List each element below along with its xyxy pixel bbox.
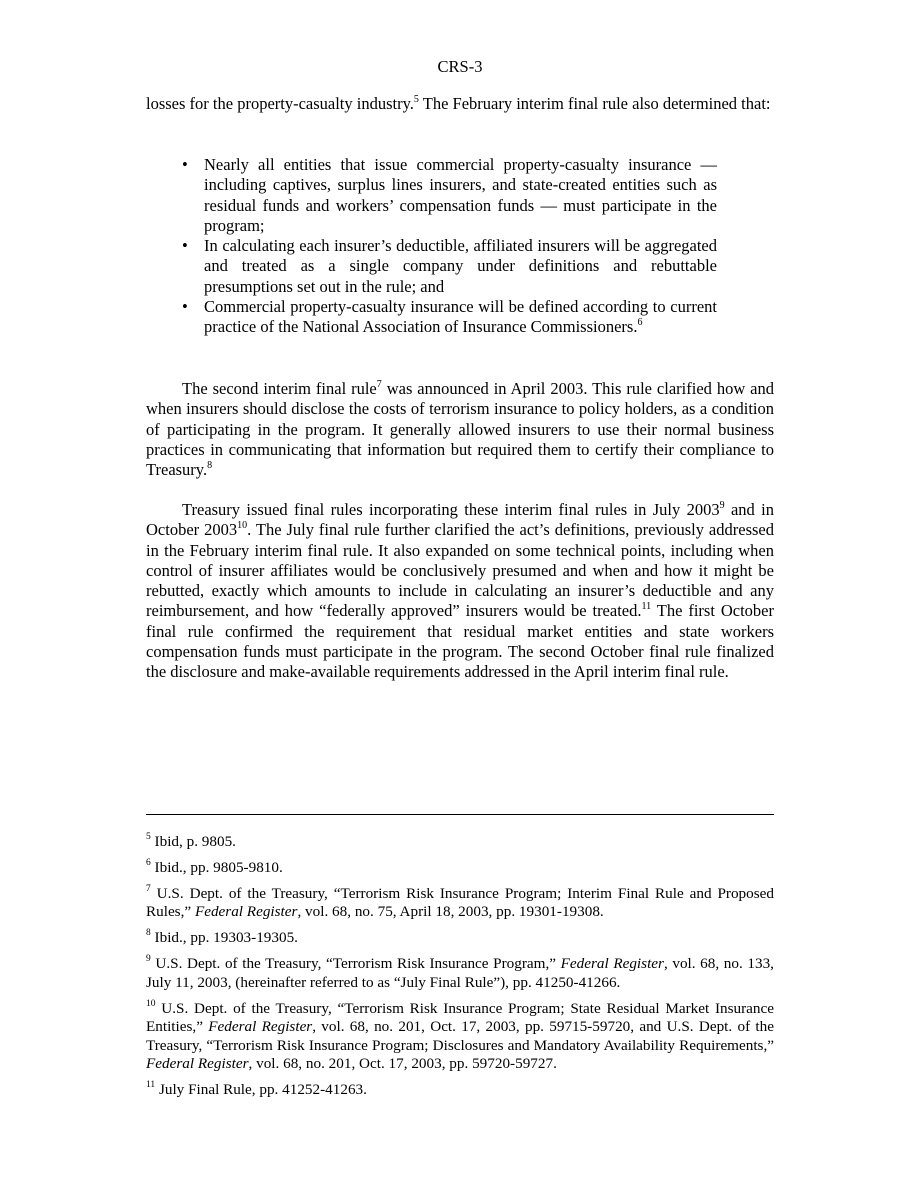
footnote-ref-9[interactable]: 9 [719, 499, 725, 511]
footnote-text: , vol. 68, no. 201, Oct. 17, 2003, pp. 59720-59727. [248, 1055, 557, 1073]
footnote-ref-10[interactable]: 10 [237, 519, 248, 531]
bullet-list [182, 155, 717, 338]
bullet-text: In calculating each insurer’s deductible, affiliated insurers will be aggregated and treated as a single company under definitions and rebuttable presumptions set out in the rule; and [204, 236, 717, 296]
list-item [182, 236, 717, 297]
footnote-ref-5[interactable]: 5 [413, 93, 419, 105]
bullet-icon: • [182, 297, 188, 317]
footnote-text: U.S. Dept. of the Treasury, “Terrorism Risk Insurance Program; Interim Final Rule and Proposed Rules,” [146, 885, 774, 921]
footnote-text: July Final Rule, pp. 41252-41263. [155, 1081, 367, 1099]
footnote-number: 5 [146, 831, 151, 842]
footnote-9 [146, 955, 774, 992]
footnote-text: Ibid., pp. 19303-19305. [150, 929, 298, 947]
footnote-journal: Federal Register [194, 903, 298, 921]
footnote-text: , vol. 68, no. 75, April 18, 2003, pp. 19301-19308. [297, 903, 604, 921]
footnote-text: U.S. Dept. of the Treasury, “Terrorism Risk Insurance Program,” [150, 955, 561, 973]
footnote-number: 6 [146, 857, 151, 868]
footnote-ref-8[interactable]: 8 [207, 459, 213, 471]
footnote-journal: Federal Register [208, 1018, 313, 1036]
paragraph-text: Treasury issued final rules incorporating these interim final rules in July 2003 [182, 500, 720, 519]
list-item [182, 155, 717, 236]
footnote-10 [146, 1000, 774, 1074]
footnote-11 [146, 1081, 774, 1099]
footnote-journal: Federal Register [146, 1055, 249, 1073]
footnote-7 [146, 885, 774, 922]
intro-text-cont: The February interim final rule also determined that: [418, 94, 771, 113]
footnote-6 [146, 859, 774, 877]
paragraph-text: The first October final rule confirmed the requirement that residual market entities and state workers compensation funds must participate in the program. The second October final rule finalized the disclosure and make-available requirements addressed in the April interim final rule. [146, 601, 774, 682]
footnote-text: , vol. 68, no. 201, Oct. 17, 2003, pp. 59715-59720, and U.S. Dept. of the Treasury, “Terrorism Risk Insurance Program; Disclosures and Mandatory Availability Requirements,” [146, 1018, 774, 1054]
footnote-number: 11 [146, 1079, 156, 1090]
paragraph-final-rules [146, 500, 774, 683]
footnote-ref-7[interactable]: 7 [376, 378, 382, 390]
bullet-text: Commercial property-casualty insurance will be defined according to current practice of the National Association of Insurance Commissioners. [204, 297, 717, 337]
footnote-number: 10 [146, 998, 156, 1009]
bullet-icon: • [182, 236, 188, 256]
footnote-journal: Federal Register [560, 955, 664, 973]
footnote-number: 7 [146, 883, 151, 894]
footnotes-section [146, 833, 774, 1107]
footnote-text: , vol. 68, no. 133, July 11, 2003, (hereinafter referred to as “July Final Rule”), pp. 41250-41266. [146, 955, 774, 991]
footnote-text: U.S. Dept. of the Treasury, “Terrorism Risk Insurance Program; State Residual Market Insurance Entities,” [146, 999, 774, 1036]
paragraph-text: and in October 2003 [146, 500, 774, 540]
footnote-text: Ibid., pp. 9805-9810. [150, 859, 283, 876]
footnote-ref-11[interactable]: 11 [641, 600, 652, 612]
footnote-5 [146, 833, 774, 851]
paragraph-text: . The July final rule further clarified the act’s definitions, previously addressed in the February interim final rule. It also expanded on some technical points, including when control of insurer affiliates would be conclusively presumed and when and how it might be rebutted, exactly which amounts to include in calculating an insurer’s deductible and any reimbursement, and how “federally approved” insurers would be treated. [146, 520, 774, 621]
bullet-icon: • [182, 155, 188, 174]
page-header: CRS-3 [437, 57, 483, 76]
paragraph-text: The second interim final rule [182, 379, 377, 398]
intro-text: losses for the property-casualty industry. [146, 94, 414, 113]
footnote-ref-6[interactable]: 6 [637, 316, 643, 328]
footnote-8 [146, 929, 774, 947]
footnote-divider [146, 814, 774, 815]
footnote-number: 9 [146, 954, 151, 965]
paragraph-second-interim-rule [146, 379, 774, 480]
footnote-number: 8 [146, 928, 151, 939]
list-item [182, 297, 717, 338]
bullet-text: Nearly all entities that issue commercial property-casualty insurance — including captives, surplus lines insurers, and state-created entities such as residual funds and workers’ compensation funds — must participate in the program; [204, 155, 717, 235]
footnote-text: Ibid, p. 9805. [150, 833, 236, 850]
intro-paragraph [146, 94, 774, 114]
paragraph-text: was announced in April 2003. This rule clarified how and when insurers should disclose the costs of terrorism insurance to policy holders, as a condition of participating in the program. It generally allowed insurers to use their normal business practices in communicating that information but required them to certify their compliance to Treasury. [146, 379, 775, 480]
